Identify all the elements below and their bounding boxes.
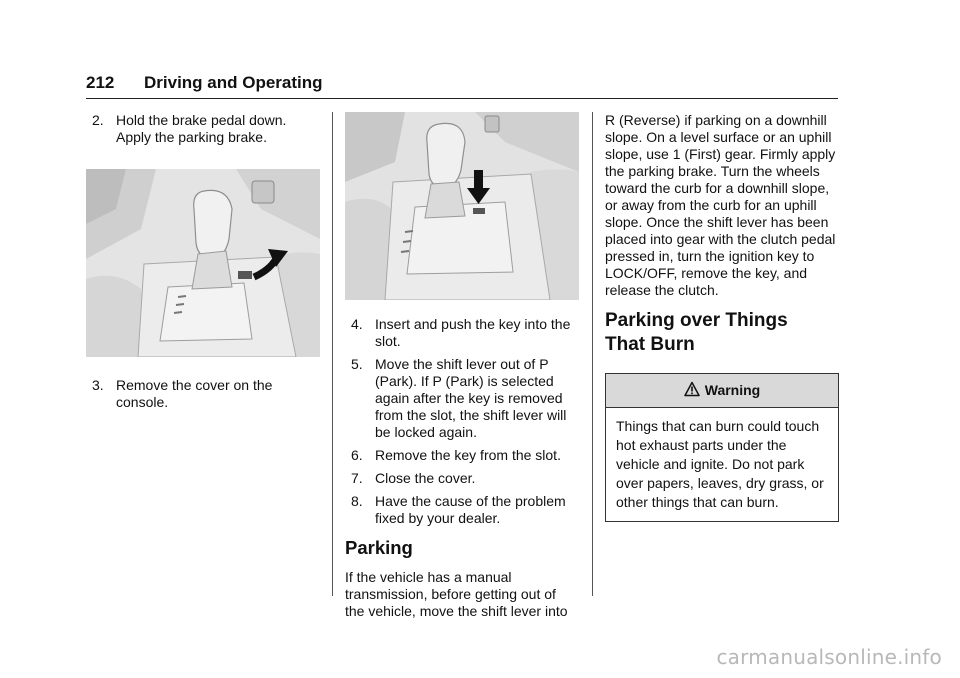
step-number: 5. [351, 356, 363, 372]
column-2 [345, 112, 579, 620]
console-cover-photo [86, 169, 320, 357]
warning-header [606, 374, 838, 408]
step-6 [345, 447, 579, 464]
page-number: 212 [86, 73, 115, 92]
parking-over-things-heading [605, 309, 839, 357]
heading-line-2: That Burn [605, 334, 695, 355]
warning-box [605, 373, 839, 522]
step-text: Remove the cover on the console. [116, 377, 273, 410]
watermark: carmanualsonline.info [716, 645, 942, 669]
warning-text: Things that can burn could touch hot exhaust parts under the vehicle and ignite. Do not park over papers, leaves, dry grass, or other things that can burn. [616, 418, 824, 510]
step-number: 6. [351, 447, 363, 463]
step-7 [345, 470, 579, 487]
parking-text: If the vehicle has a manual transmission, before getting out of the vehicle, move the shift lever into [345, 569, 568, 619]
section-title: Driving and Operating [144, 73, 323, 92]
column-3 [605, 112, 839, 522]
step-8 [345, 493, 579, 527]
warning-triangle-icon [684, 381, 700, 401]
step-number: 8. [351, 493, 363, 509]
page-header [86, 70, 838, 99]
step-text: Insert and push the key into the slot. [375, 316, 571, 349]
key-slot-photo [345, 112, 579, 300]
step-2 [86, 112, 320, 146]
heading-line-1: Parking over Things [605, 310, 788, 331]
column-divider-1 [332, 112, 333, 596]
step-text: Close the cover. [375, 470, 476, 486]
column-divider-2 [592, 112, 593, 596]
step-text: Have the cause of the problem fixed by your dealer. [375, 493, 566, 526]
step-5 [345, 356, 579, 441]
step-number: 7. [351, 470, 363, 486]
step-number: 4. [351, 316, 363, 332]
step-text: Move the shift lever out of P (Park). If P (Park) is selected again after the key is removed from the slot, the shift lever will be locked again. [375, 356, 567, 440]
step-text: Hold the brake pedal down. Apply the parking brake. [116, 112, 287, 145]
step-4 [345, 316, 579, 350]
step-3 [86, 377, 320, 411]
parking-heading: Parking [345, 537, 413, 558]
step-number: 3. [92, 377, 104, 393]
warning-label: Warning [704, 382, 761, 398]
column-1 [86, 112, 320, 417]
step-number: 2. [92, 112, 104, 128]
step-text: Remove the key from the slot. [375, 447, 561, 463]
parking-continued-text: R (Reverse) if parking on a downhill slope. On a level surface or an uphill slope, use 1 (First) gear. Firmly apply the parking brake. Turn the wheels toward the curb for a downhill slope, or away from the curb for an uphill slope. Once the shift lever has been placed into gear with the clutch pedal pressed in, turn the ignition key to LOCK/OFF, remove the key, and release the clutch. [605, 112, 836, 298]
